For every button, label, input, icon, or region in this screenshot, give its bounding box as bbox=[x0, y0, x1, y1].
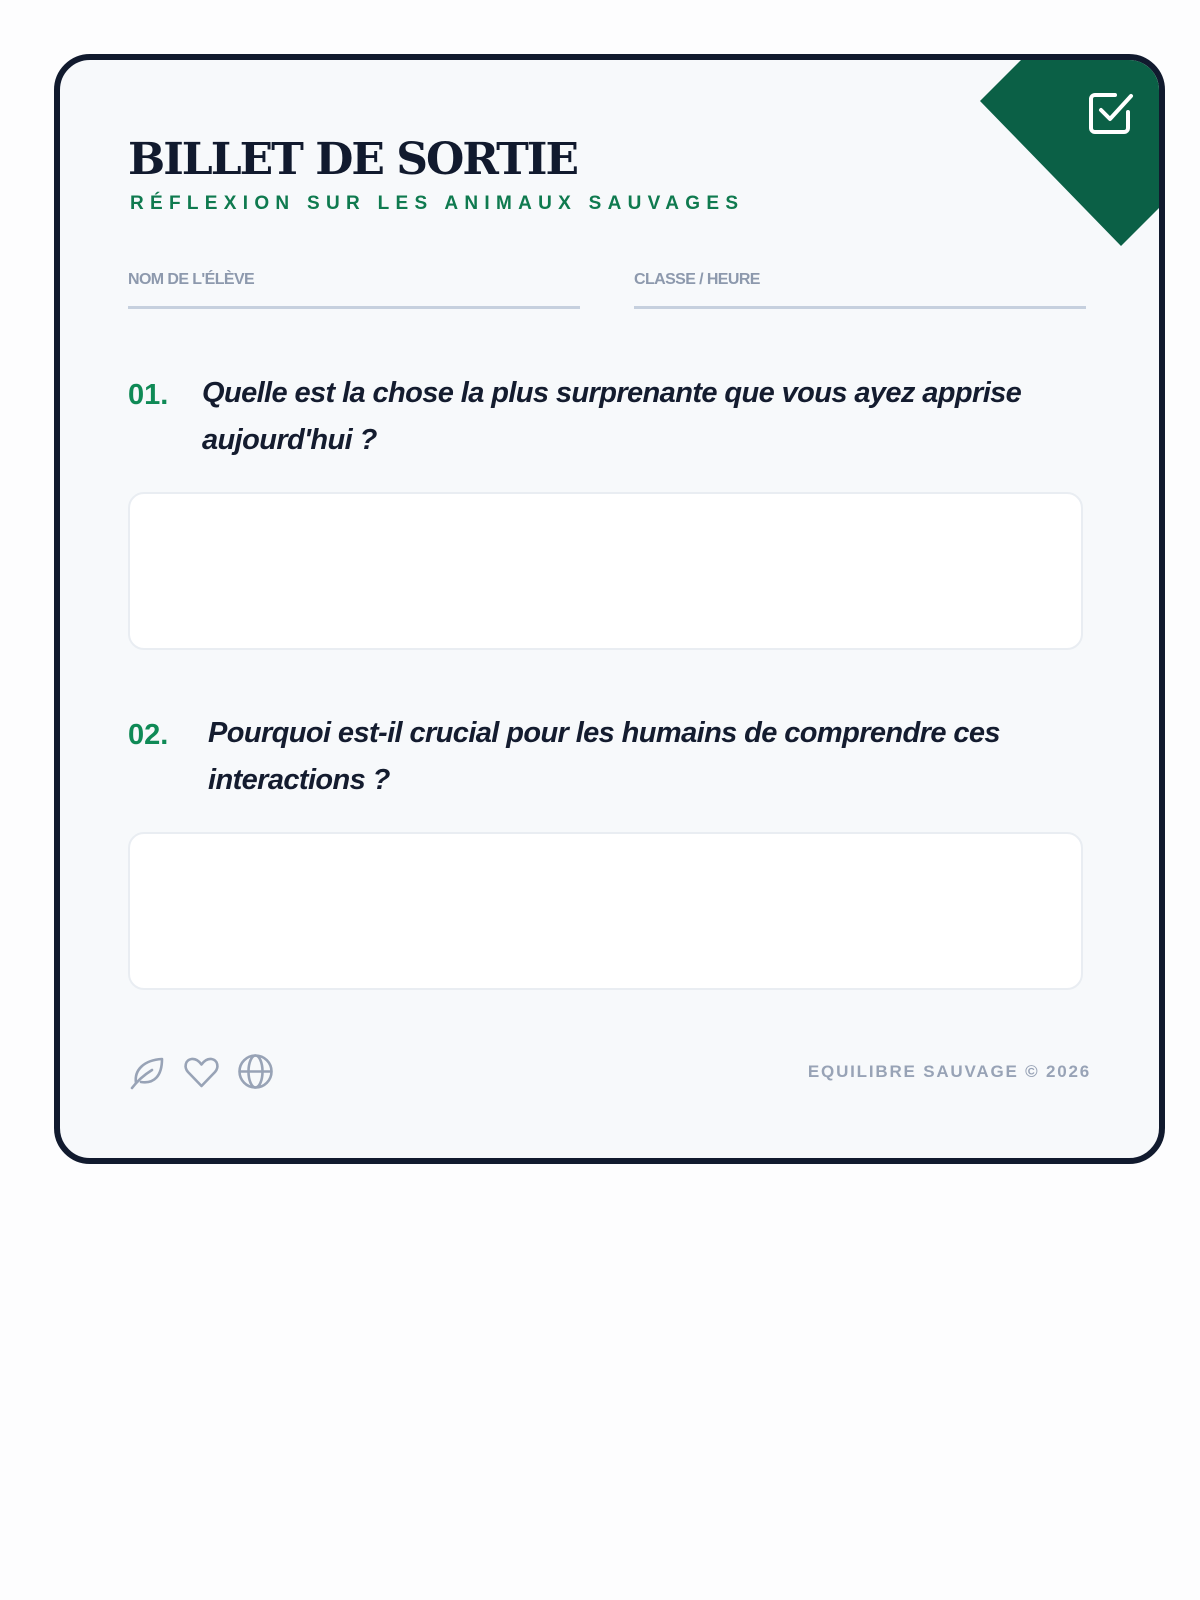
check-square-icon bbox=[1085, 88, 1135, 138]
question-2-number: 02. bbox=[128, 719, 169, 751]
heart-icon bbox=[182, 1052, 221, 1091]
question-2-text: Pourquoi est-il crucial pour les humains de comprendre ces interactions ? bbox=[208, 717, 1000, 796]
student-name-label: NOM DE L'ÉLÈVE bbox=[128, 271, 255, 288]
exit-ticket-card bbox=[54, 54, 1165, 1164]
globe-icon bbox=[236, 1052, 275, 1091]
student-name-field[interactable] bbox=[128, 270, 580, 309]
footer-icons bbox=[128, 1052, 275, 1091]
question-1-number: 01. bbox=[128, 379, 169, 411]
class-period-field[interactable] bbox=[634, 270, 1086, 309]
footer-copyright: EQUILIBRE SAUVAGE © 2026 bbox=[807, 1062, 1091, 1081]
question-1-answer-box[interactable] bbox=[128, 492, 1083, 650]
page-subtitle: RÉFLEXION SUR LES ANIMAUX SAUVAGES bbox=[130, 193, 745, 214]
question-2-answer-box[interactable] bbox=[128, 832, 1083, 990]
question-1-text: Quelle est la chose la plus surprenante que vous ayez apprise aujourd'hui ? bbox=[202, 377, 1022, 456]
page-title: BILLET DE SORTIE bbox=[128, 134, 578, 185]
corner-badge bbox=[962, 60, 1159, 257]
class-period-label: CLASSE / HEURE bbox=[634, 271, 760, 288]
leaf-icon bbox=[128, 1052, 167, 1091]
